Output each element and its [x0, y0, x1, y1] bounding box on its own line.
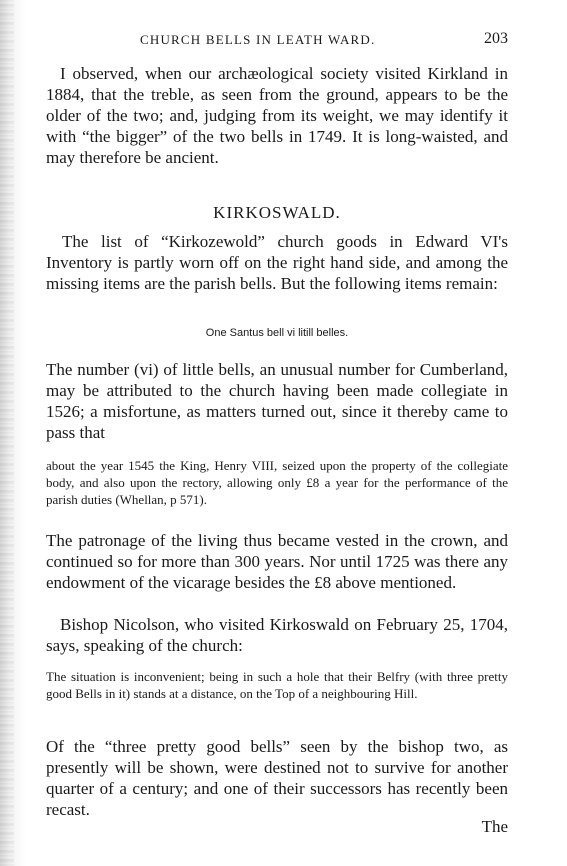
page-gutter-shadow	[0, 0, 14, 866]
paragraph-nicolson: Bishop Nicolson, who visited Kirkoswald on February 25, 1704, says, speaking of the church:	[46, 615, 508, 655]
nicolson-quote: The situation is inconvenient; being in such a hole that their Belfry (with three pretty good Bells in it) stands at a distance, on the Top of a neighbouring Hill.	[46, 669, 508, 701]
paragraph-three-bells: Of the “three pretty good bells” seen by the bishop two, as presently will be shown, were destined not to survive for another quarter of a century; and one of their successors has recently been recast.	[46, 737, 508, 819]
running-head	[46, 30, 508, 50]
catchword: The	[481, 817, 508, 836]
inventory-quote: One Santus bell vi litill belles.	[205, 327, 349, 339]
section-heading: KIRKOSWALD.	[213, 203, 341, 222]
paragraph-patronage: The patronage of the living thus became vested in the crown, and continued so for more than 300 years. Nor until 1725 was there any endowment of the vicarage besides the £8 above mentioned.	[46, 531, 508, 592]
paragraph-little-bells: The number (vi) of little bells, an unusual number for Cumberland, may be attributed to the church having been made collegiate in 1526; a misfortune, as matters turned out, since it thereby came to pass that	[46, 360, 508, 442]
whellan-quote: about the year 1545 the King, Henry VIII, seized upon the property of the collegiate body, and also upon the rectory, allowing only £8 a year for the performance of the parish duties (Whellan, p 571).	[46, 458, 508, 507]
paragraph-inventory: The list of “Kirkozewold” church goods in Edward VI's Inventory is partly worn off on the right hand side, and among the missing items are the parish bells. But the following items remain:	[46, 232, 508, 293]
running-title: CHURCH BELLS IN LEATH WARD.	[140, 32, 376, 47]
paragraph-kirkland: I observed, when our archæological society visited Kirkland in 1884, that the treble, as seen from the ground, appears to be the older of the two; and, judging from its weight, we may identify it with “the bigger” of the two bells in 1749. It is long-waisted, and may therefore be ancient.	[46, 64, 508, 167]
page-number: 203	[484, 30, 508, 47]
